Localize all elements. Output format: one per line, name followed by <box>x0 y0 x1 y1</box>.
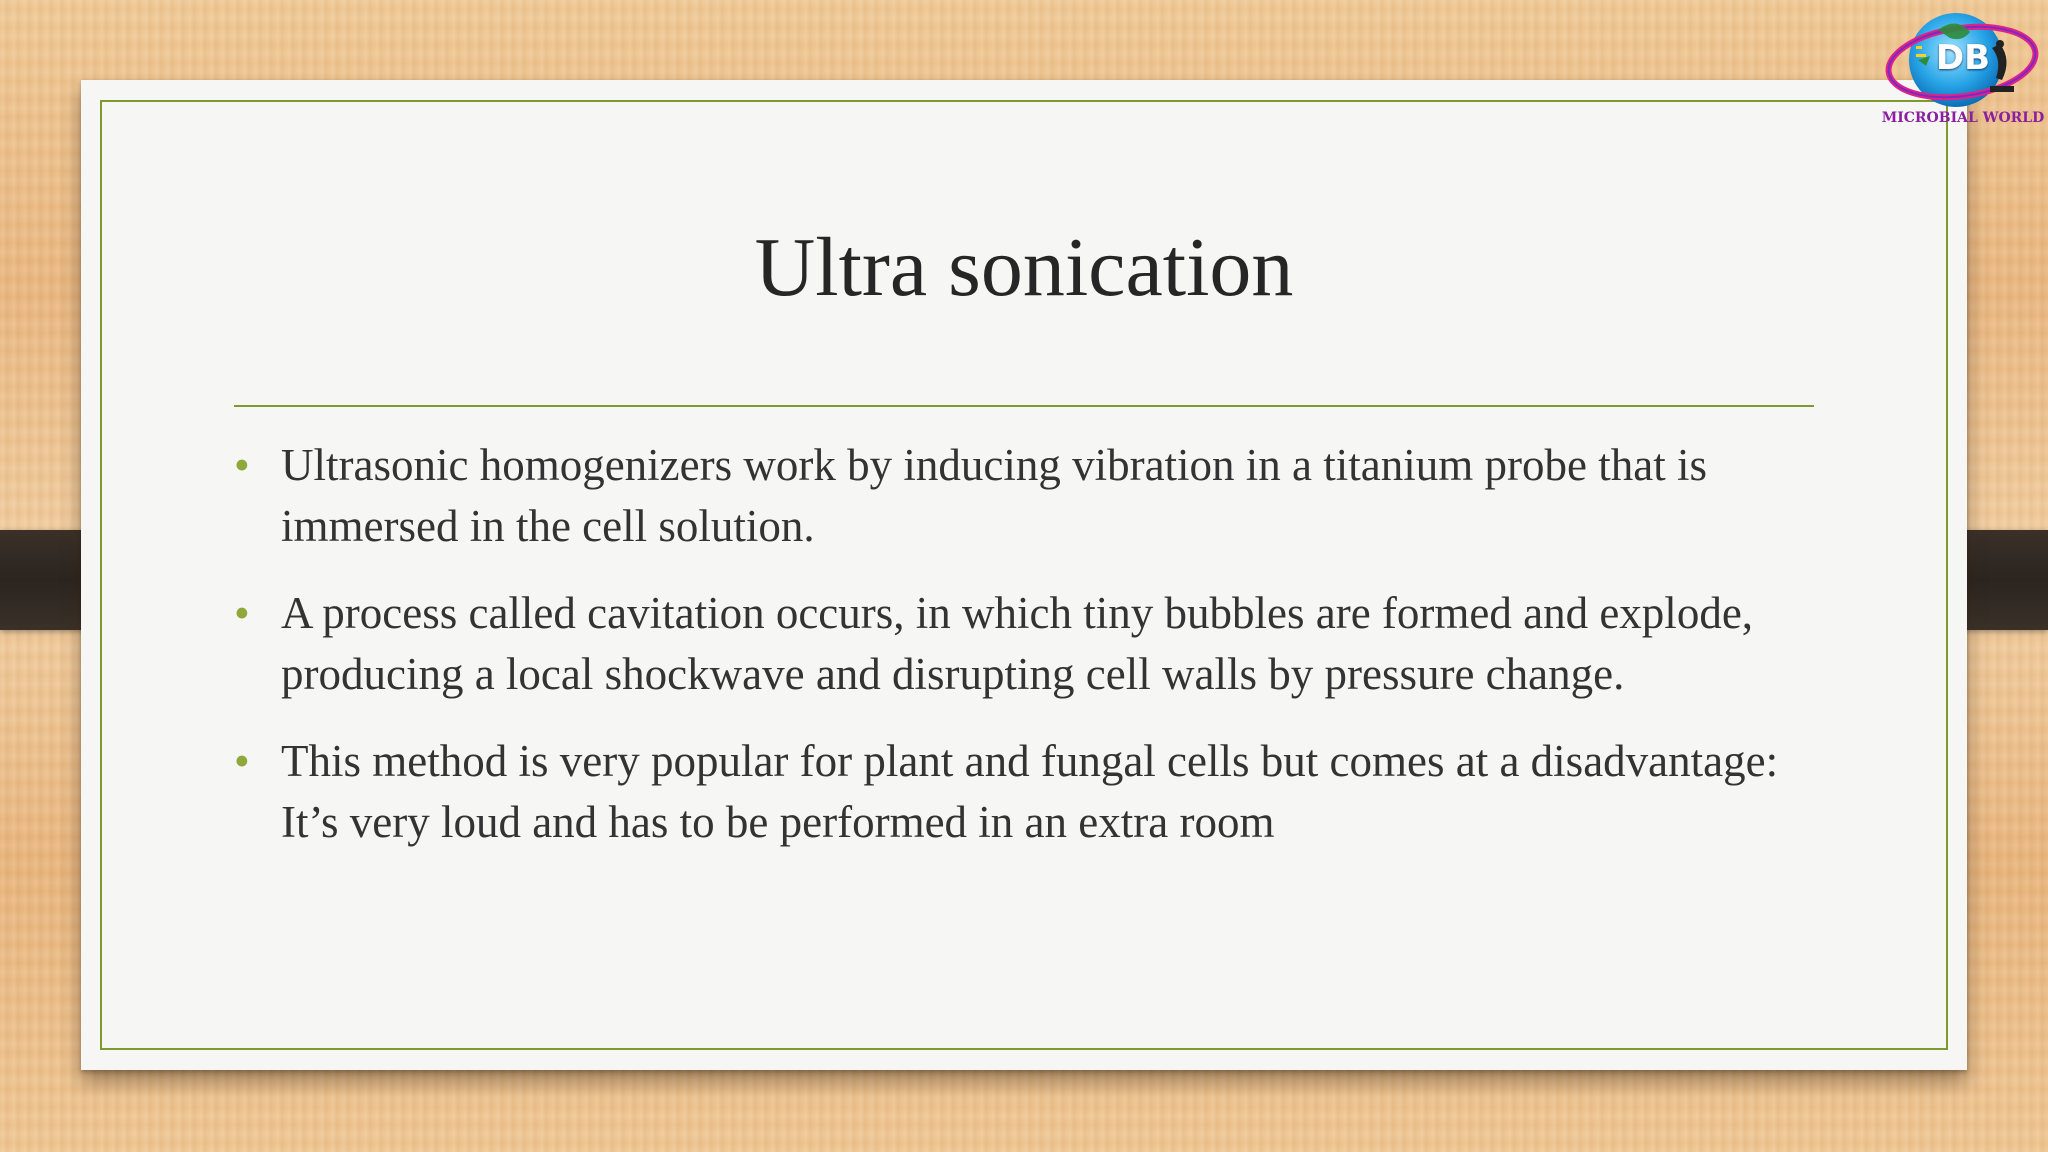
slide-title: Ultra sonication <box>754 221 1294 314</box>
bullet-item <box>234 583 1824 705</box>
logo-caption: MICROBIAL WORLD <box>1881 110 2045 126</box>
slide-paper <box>81 80 1967 1070</box>
bullet-list <box>234 435 1824 879</box>
bullet-dot: • <box>234 440 250 490</box>
bullet-text: This method is very popular for plant and fungal cells but comes at a disadvantage: It’s very loud and has to be performed in an extra room <box>281 736 1779 847</box>
bullet-dot: • <box>234 736 250 786</box>
bullet-item <box>234 731 1824 853</box>
microbial-world-logo <box>1878 0 2048 132</box>
title-divider <box>234 405 1814 407</box>
bullet-text: Ultrasonic homogenizers work by inducing vibration in a titanium probe that is immersed in the cell solution. <box>281 440 1707 551</box>
bullet-text: A process called cavitation occurs, in which tiny bubbles are formed and explode, producing a local shockwave and disrupting cell walls by pressure change. <box>281 588 1754 699</box>
bullet-dot: • <box>234 588 250 638</box>
logo-initials: DB <box>1935 38 1991 78</box>
bullet-item <box>234 435 1824 557</box>
